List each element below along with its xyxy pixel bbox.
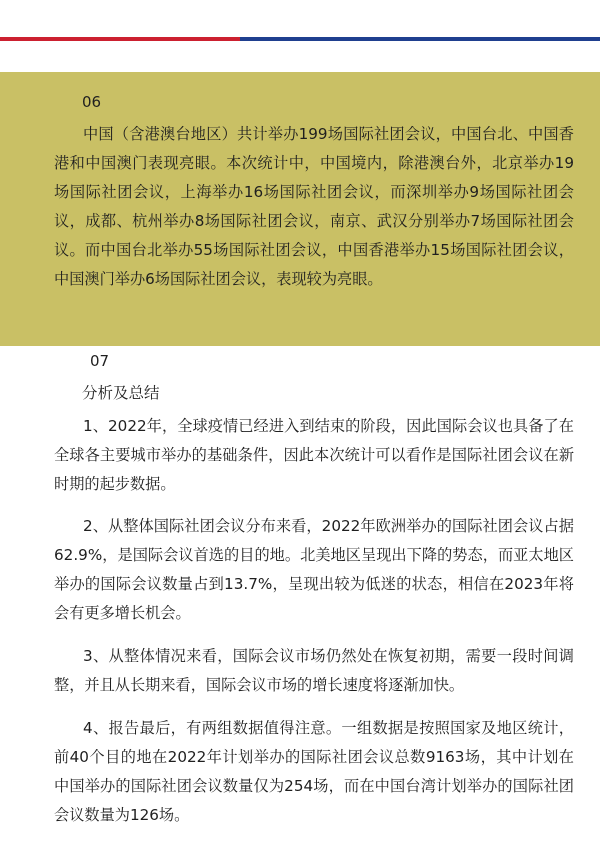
top-rule-blue (240, 37, 600, 41)
summary-paragraph-1: 1、2022年，全球疫情已经进入到结束的阶段，因此国际会议也具备了在全球各主要城市举办的基础条件，因此本次统计可以看作是国际社团会议在新时期的起步数据。 (54, 417, 574, 493)
summary-paragraph-4: 4、报告最后，有两组数据值得注意。一组数据是按照国家及地区统计，前40个目的地在2022年计划举办的国际社团会议总数9163场，其中计划在中国举办的国际社团会议数量仅为254场，而在中国台湾计划举办的国际社团会议数量为126场。 (54, 719, 574, 824)
top-rule-red (0, 37, 240, 41)
summary-paragraph-3: 3、从整体情况来看，国际会议市场仍然处在恢复初期，需要一段时间调整，并且从长期来看，国际会议市场的增长速度将逐渐加快。 (54, 647, 574, 694)
section-06-paragraph: 中国（含港澳台地区）共计举办199场国际社团会议，中国台北、中国香港和中国澳门表现亮眼。本次统计中，中国境内，除港澳台外，北京举办19场国际社团会议，上海举办16场国际社团会议，而深圳举办9场国际社团会议，成都、杭州举办8场国际社团会议，南京、武汉分别举办7场国际社团会议。而中国台北举办55场国际社团会议，中国香港举办15场国际社团会议，中国澳门举办6场国际社团会议，表现较为亮眼。 (54, 125, 574, 288)
section-number-07: 07 (90, 352, 110, 370)
section-number-06: 06 (82, 93, 102, 111)
section-07-heading: 分析及总结 (82, 384, 160, 402)
summary-paragraph-2: 2、从整体国际社团会议分布来看，2022年欧洲举办的国际社团会议占据62.9%，是国际会议首选的目的地。北美地区呈现出下降的势态，而亚太地区举办的国际会议数量占到13.7%，呈现出较为低迷的状态，相信在2023年将会有更多增长机会。 (54, 517, 574, 622)
